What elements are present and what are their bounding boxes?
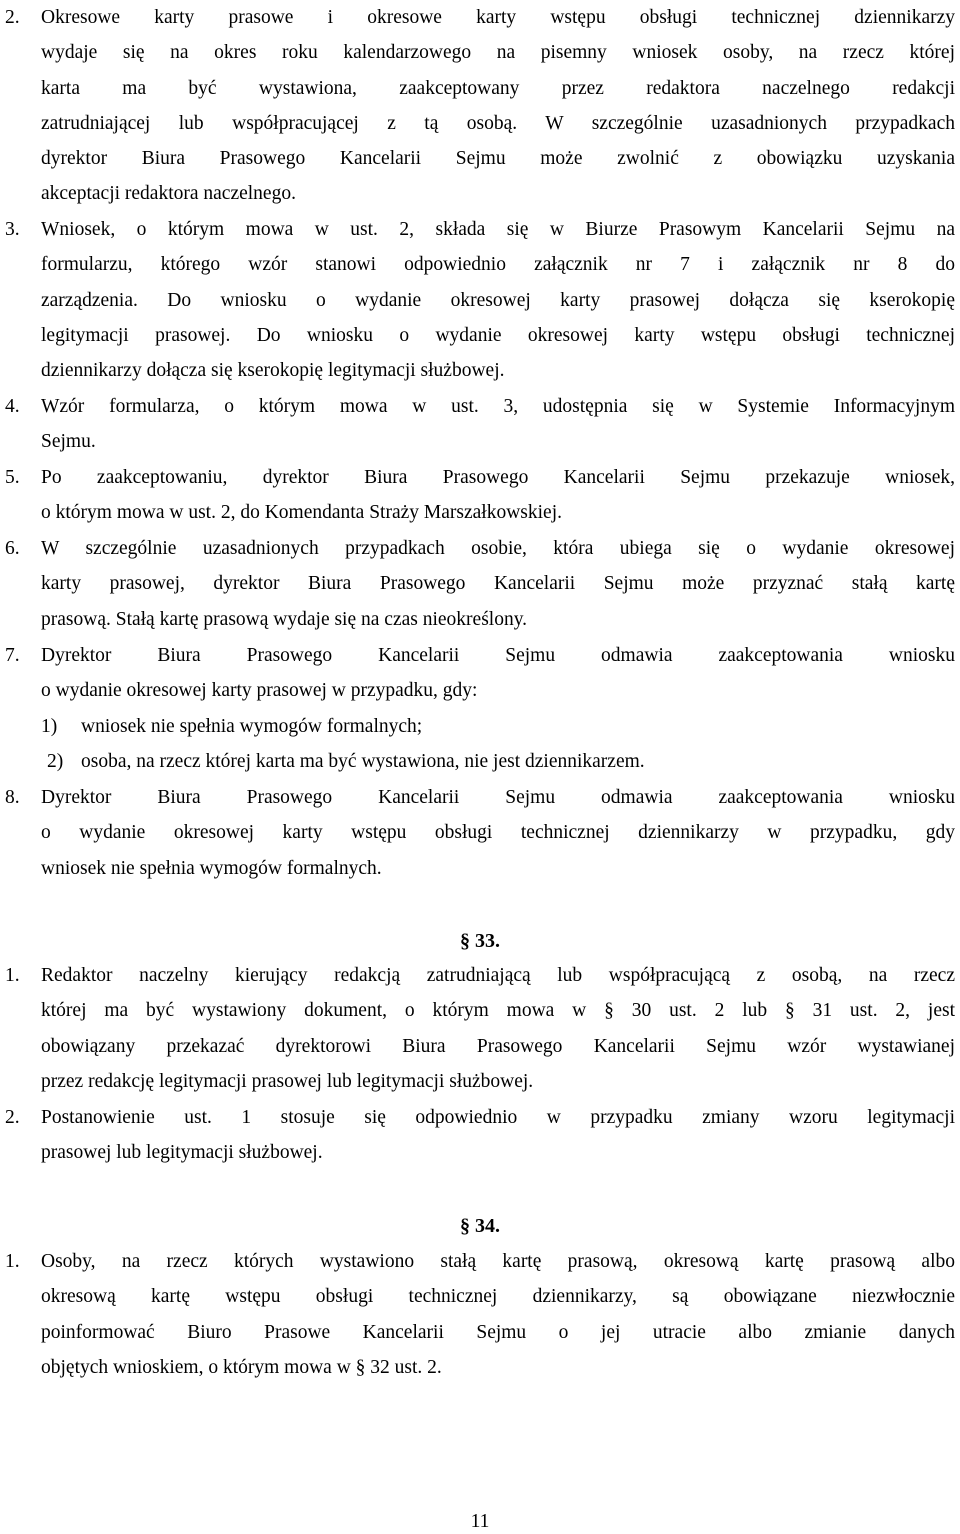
text-line: karta ma być wystawiona, zaakceptowany przez redaktora naczelnego redakcji	[41, 77, 955, 99]
text-line: dyrektor Biura Prasowego Kancelarii Sejmu może zwolnić z obowiązku uzyskania	[41, 148, 955, 170]
paragraph-body	[41, 1244, 955, 1385]
text-line: zatrudniającej lub współpracującej z tą osobą. W szczególnie uzasadnionych przypadkach	[41, 112, 955, 134]
paragraph-body	[41, 212, 955, 388]
subitem-number: 1)	[41, 716, 58, 737]
paragraph-body	[41, 0, 955, 212]
text-line: Redaktor naczelny kierujący redakcją zatrudniającą lub współpracującą z osobą, na rzecz	[41, 965, 955, 986]
text-line: o wydanie okresowej karty wstępu obsługi technicznej dziennikarzy w przypadku, gdy	[41, 822, 955, 844]
text-line: zarządzenia. Do wniosku o wydanie okresowej karty prasowej dołącza się kserokopię	[41, 289, 955, 311]
paragraph-number: 1.	[5, 965, 20, 986]
subitem-text: wniosek nie spełnia wymogów formalnych;	[81, 716, 423, 737]
paragraph-number: 6.	[5, 538, 20, 559]
paragraph-number: 2.	[5, 1107, 20, 1128]
section-heading-34: § 34.	[460, 1215, 500, 1237]
paragraph-number: 1.	[5, 1251, 20, 1272]
text-line: formularzu, którego wzór stanowi odpowiednio załącznik nr 7 i załącznik nr 8 do	[41, 254, 955, 276]
text-line: wniosek nie spełnia wymogów formalnych.	[41, 857, 382, 879]
subitem-1	[41, 709, 955, 744]
subitem-2	[41, 744, 955, 779]
text-line: prasową. Stałą kartę prasową wydaje się na czas nieokreślony.	[41, 608, 528, 630]
subitem-number: 2)	[47, 751, 64, 772]
paragraph-body	[41, 1100, 955, 1171]
paragraph-body	[41, 958, 955, 1099]
paragraph-body	[41, 780, 955, 886]
text-line: Po zaakceptowaniu, dyrektor Biura Prasowego Kancelarii Sejmu przekazuje wniosek,	[41, 467, 955, 488]
text-line: objętych wnioskiem, o którym mowa w § 32 ust. 2.	[41, 1356, 442, 1378]
paragraph-number: 5.	[5, 467, 20, 488]
paragraph-number: 4.	[5, 396, 20, 417]
text-line: o którym mowa w ust. 2, do Komendanta Straży Marszałkowskiej.	[41, 502, 562, 524]
text-line: W szczególnie uzasadnionych przypadkach osobie, która ubiega się o wydanie okresowej	[41, 538, 955, 559]
subitem-text: osoba, na rzecz której karta ma być wystawiona, nie jest dziennikarzem.	[81, 751, 645, 772]
paragraph-number: 7.	[5, 645, 20, 666]
text-line: Wniosek, o którym mowa w ust. 2, składa się w Biurze Prasowym Kancelarii Sejmu na	[41, 219, 955, 240]
text-line: Sejmu.	[41, 431, 96, 453]
text-line: obowiązany przekazać dyrektorowi Biura Prasowego Kancelarii Sejmu wzór wystawianej	[41, 1035, 955, 1057]
text-line: okresową kartę wstępu obsługi technicznej dziennikarzy, są obowiązane niezwłocznie	[41, 1286, 955, 1308]
paragraph-body	[41, 460, 955, 531]
text-line: akceptacji redaktora naczelnego.	[41, 183, 296, 205]
paragraph-body	[41, 389, 955, 460]
paragraph-number: 8.	[5, 787, 20, 808]
text-line: Wzór formularza, o którym mowa w ust. 3, udostępnia się w Systemie Informacyjnym	[41, 396, 955, 417]
text-line: poinformować Biuro Prasowe Kancelarii Sejmu o jej utracie albo zmianie danych	[41, 1321, 955, 1343]
text-line: której ma być wystawiony dokument, o którym mowa w § 30 ust. 2 lub § 31 ust. 2, jest	[41, 1000, 955, 1022]
text-line: przez redakcję legitymacji prasowej lub legitymacji służbowej.	[41, 1070, 534, 1092]
text-line: Postanowienie ust. 1 stosuje się odpowiednio w przypadku zmiany wzoru legitymacji	[41, 1107, 955, 1128]
text-line: dziennikarzy dołącza się kserokopię legitymacji służbowej.	[41, 360, 505, 382]
text-line: Dyrektor Biura Prasowego Kancelarii Sejmu odmawia zaakceptowania wniosku	[41, 645, 955, 666]
text-line: legitymacji prasowej. Do wniosku o wydanie okresowej karty wstępu obsługi technicznej	[41, 324, 955, 346]
text-line: wydaje się na okres roku kalendarzowego na pisemny wniosek osoby, na rzecz której	[41, 42, 955, 64]
page-number: 11	[470, 1511, 490, 1532]
text-line: karty prasowej, dyrektor Biura Prasowego Kancelarii Sejmu może przyznać stałą kartę	[41, 573, 955, 595]
paragraph-body	[41, 531, 955, 637]
text-line: Okresowe karty prasowe i okresowe karty wstępu obsługi technicznej dziennikarzy	[41, 7, 955, 28]
paragraph-number: 3.	[5, 219, 20, 240]
section-heading-33: § 33.	[460, 930, 500, 952]
text-line: prasowej lub legitymacji służbowej.	[41, 1142, 323, 1164]
text-line: Dyrektor Biura Prasowego Kancelarii Sejmu odmawia zaakceptowania wniosku	[41, 787, 955, 808]
paragraph-number: 2.	[5, 7, 20, 28]
paragraph-body	[41, 638, 955, 709]
text-line: Osoby, na rzecz których wystawiono stałą kartę prasową, okresową kartę prasową albo	[41, 1251, 955, 1272]
text-line: o wydanie okresowej karty prasowej w przypadku, gdy:	[41, 680, 478, 702]
